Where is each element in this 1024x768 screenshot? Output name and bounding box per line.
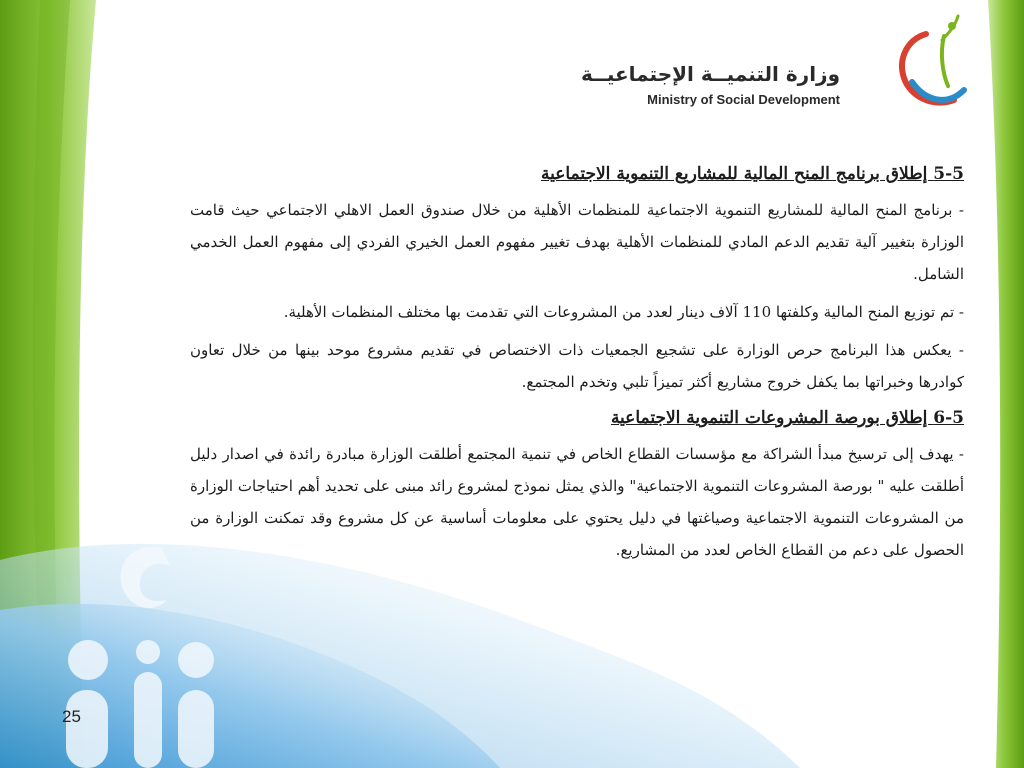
section-6-5-paragraph-1: - يهدف إلى ترسيخ مبدأ الشراكة مع مؤسسات القطاع الخاص في تنمية المجتمع أطلقت الوزارة مبادرة رائدة في اصدار دليل أطلقت عليه " بورصة المشروعات التنموية الاجتماعية" والذي يمثل نموذج لمشروع رائد مبنى على تحديد أهم احتياجات الوزارة من المشروعات التنموية الاجتماعية وصياغتها في دليل يحتوي على معلومات أساسية عن كل مشروع وقد تمكنت الوزارة من الحصول على دعم من القطاع الخاص لعدد من المشاريع. (190, 445, 964, 559)
ministry-emblem-icon (892, 12, 972, 112)
section-5-5-paragraph-3: - يعكس هذا البرنامج حرص الوزارة على تشجيع الجمعيات ذات الاختصاص في تقديم مشروع موحد بينها من خلال تعاون كوادرها وخبراتها بما يكفل خروج مشاريع أكثر تميزاً تلبي وتخدم المجتمع. (190, 341, 964, 391)
section-heading-6-5: 6-5 إطلاق بورصة المشروعات التنموية الاجتماعية (610, 408, 964, 428)
section-5-5-paragraph-1: - برنامج المنح المالية للمشاريع التنموية الاجتماعية للمنظمات الأهلية من خلال صندوق العمل الاهلي الاجتماعي حيث قامت الوزارة بتغيير آلية تقديم الدعم المادي للمنظمات الأهلية بهدف تغيير مفهوم العمل الخيري الفردي إلى مفهوم العمل الخدمي الشامل. (190, 201, 964, 283)
page-number: 25 (62, 707, 81, 726)
slide-content (190, 160, 964, 572)
section-5-5-paragraph-2: - تم توزيع المنح المالية وكلفتها 110 آلاف دينار لعدد من المشروعات التي تقدمت بها مختلف المنظمات الأهلية. (283, 303, 964, 321)
ministry-name-arabic: وزارة التنميــة الإجتماعيــة (581, 62, 840, 86)
ministry-name-english: Ministry of Social Development (647, 92, 840, 107)
section-heading-5-5: 5-5 إطلاق برنامج المنح المالية للمشاريع التنموية الاجتماعية (540, 164, 964, 184)
